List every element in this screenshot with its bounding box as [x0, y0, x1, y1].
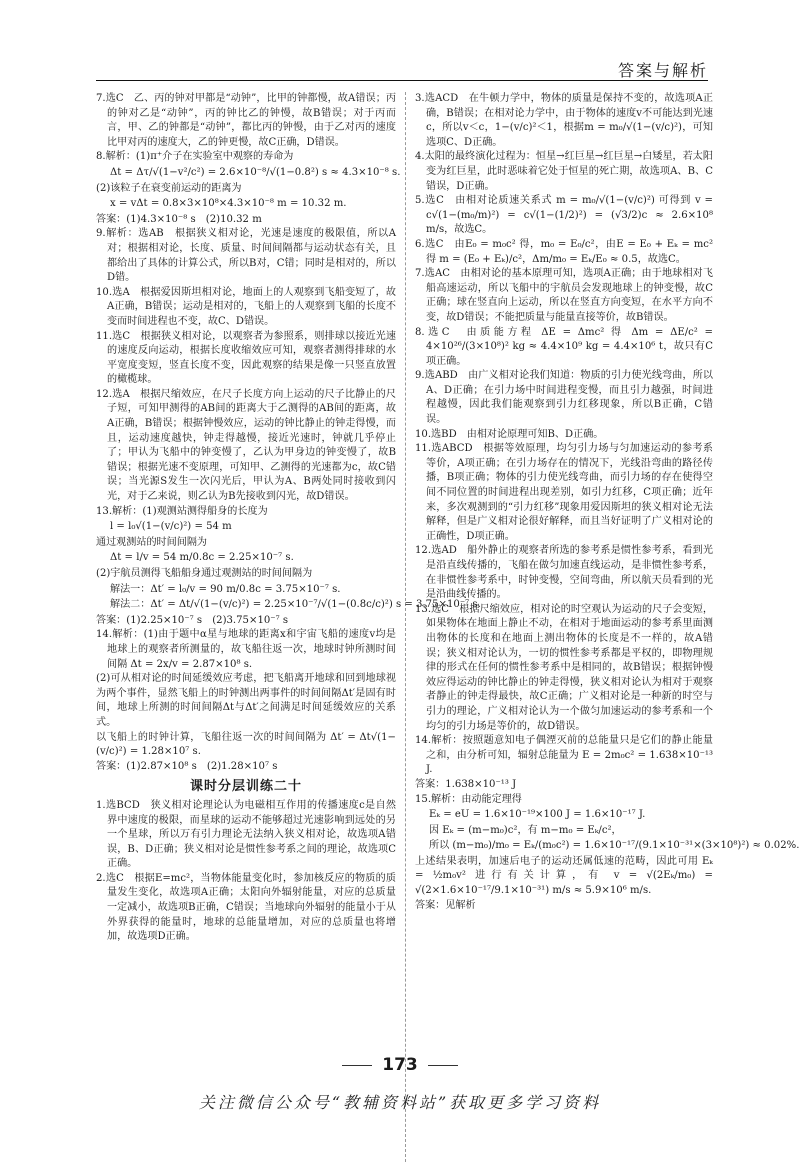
answer-11: 11.选C 根据狭义相对论，以观察者为参照系，则排球以接近光速的速度反向运动，根据长度收缩效应可知，观察者测得排球的水平宽度变短，竖直长度不变，因此观察的结果是像一只竖直放置的橄榄球。	[96, 330, 396, 386]
header-title: 答案与解析	[617, 61, 708, 80]
page-number-text: 173	[382, 1055, 418, 1075]
exercise-14: 14.解析：按照题意知电子偶湮灭前的总能量只是它们的静止能量之和，由分析可知，辐射总能量为 E = 2m₀c² = 1.638×10⁻¹³ J.	[415, 735, 713, 776]
formula: 所以 (m−m₀)/m₀ = Eₖ/(m₀c²) = 1.6×10⁻¹⁷/(9.1×10⁻³¹×(3×10⁸)²) ≈ 0.02%.	[429, 840, 800, 852]
exercise-13: 13.选C 根据尺缩效应，相对论的时空观认为运动的尺子会变短，如果物体在地面上静止不动，在相对于地面运动的参考系里面测出物体的长度和在地面上测出物体的长度是不一样的，故A错误；狭义相对论认为，一切的惯性参考系都是平权的，即物理规律的形式在任何的惯性参考系中是相同的，故B错误；根据钟慢效应得运动的钟比静止的钟走得慢，狭义相对论认为相对于观察者静止的钟走得最快，故C正确；广义相对论是一种新的时空与引力的理论，广义相对论认为一个做匀加速运动的参考系和一个均匀的引力场是等价的，故D错误。	[415, 603, 713, 732]
page-number-left-dash	[342, 1065, 372, 1066]
exercise-10: 10.选BD 由相对论原理可知B、D正确。	[415, 428, 604, 440]
answer-13-intro: 13.解析：(1)观测站测得船身的长度为	[96, 505, 268, 517]
answer-14: 14.解析：(1)由于题中α星与地球的距离x和宇宙飞船的速度v均是地球上的观察者所测量的，故飞船往返一次，地球时钟所测时间间隔 Δt = 2x/v = 2.87×10⁸ s.	[96, 629, 396, 670]
formula: 解法一：Δt′ = l₀/v = 90 m/0.8c = 3.75×10⁻⁷ s.	[110, 583, 341, 595]
answer-text: (2)可从相对论的时间延缓效应考虑，把飞船离开地球和回到地球视为两个事件，显然飞船上的时钟测出两事件的时间间隔Δt′是固有时间，地球上所测的时间间隔Δt与Δt′之间满足时间延缓效应的关系式。	[96, 673, 396, 728]
exercise-12: 12.选AD 船外静止的观察者所选的参考系是惯性参考系，看到光是沿直线传播的，飞船在做匀加速直线运动，是非惯性参考系，在非惯性参考系中，时钟变慢，空间弯曲，所以航天员看到的光是沿曲线传播的。	[415, 545, 713, 601]
answer-8-intro: 8.解析：(1)π⁺介子在实验室中观察的寿命为	[96, 151, 294, 163]
page-number-right-dash	[428, 1065, 458, 1066]
formula: Δt = l/v = 54 m/0.8c = 2.25×10⁻⁷ s.	[110, 552, 294, 564]
exercise-15: 15.解析：由动能定理得	[415, 793, 522, 805]
formula: l = l₀√(1−(v/c)²) = 54 m	[110, 521, 232, 533]
answer-text: (2)该粒子在衰变前运动的距离为	[96, 182, 242, 194]
page-header	[96, 50, 708, 80]
answer-summary: 答案：1.638×10⁻¹³ J	[415, 778, 517, 790]
formula: Δt = Δτ/√(1−v²/c²) = 2.6×10⁻⁸/√(1−0.8²) s ≈ 4.3×10⁻⁸ s.	[110, 166, 401, 178]
exercise-5: 5.选C 由相对论质速关系式 m = m₀/√(1−(v/c)²) 可得到 v = c√(1−(m₀/m)²) = c√(1−(1/2)²) = (√3/2)c ≈ 2.6×10⁸ m/s，故选C。	[415, 195, 713, 236]
answer-7: 7.选C 乙、丙的钟对甲都是“动钟”，比甲的钟都慢，故A错误；丙的钟对乙是“动钟”，丙的钟比乙的钟慢，故B错误；对于丙而言，甲、乙的钟都是“动钟”，都比丙的钟慢，由于乙对丙的速度比甲对丙的速度大，乙的钟更慢，故C正确，D错误。	[96, 93, 396, 148]
formula: 因 Eₖ = (m−m₀)c²，有 m−m₀ = Eₖ/c²，	[429, 824, 622, 836]
section-title: 课时分层训练二十	[189, 779, 302, 795]
exercise-8: 8.选C 由质能方程 ΔE = Δmc² 得 Δm = ΔE/c² = 4×10²⁶/(3×10⁸)² kg ≈ 4.4×10⁹ kg = 4.4×10⁶ t，故只有C项正确。	[415, 326, 713, 367]
exercise-3: 3.选ACD 在牛顿力学中，物体的质量是保持不变的，故选项A正确，B错误；在相对论力学中，由于物体的速度v不可能达到光速c，所以v＜c，1−(v/c)²＜1，根据m = m₀/√(1−(v/c)²)，可知选项C、D正确。	[415, 93, 713, 148]
exercise-6: 6.选C 由E₀ = m₀c² 得，m₀ = E₀/c²，由E = E₀ + Eₖ = mc² 得 m = (E₀ + Eₖ)/c²，Δm/m₀ = Eₖ/E₀ ≈ 0.5，故选C。	[415, 238, 713, 265]
column-divider	[405, 92, 406, 1162]
header-rule	[96, 80, 708, 81]
exercise-11: 11.选ABCD 根据等效原理，均匀引力场与匀加速运动的参考系等价，A项正确；在引力场存在的情况下，光线沿弯曲的路径传播，B项正确；物体的引力使光线弯曲，而引力场的存在使得空间不同位置的时间进程出现差别，如引力红移，C项正确；近年来，多次观测到的“引力红移”现象用爱因斯坦的狭义相对论无法解释，但是广义相对论很好解释，而且当好证明了广义相对论的正确性，D项正确。	[415, 443, 713, 542]
formula: 解法二：Δt′ = Δt/√(1−(v/c)²) = 2.25×10⁻⁷/√(1−(0.8c/c)²) s = 3.75×10⁻⁷ s.	[110, 599, 481, 611]
answer-text: 上述结果表明，加速后电子的运动还属低速的范畴，因此可用 Eₖ = ½m₀v² 进行有关计算，有 v = √(2Eₖ/m₀) = √(2×1.6×10⁻¹⁷/9.1×10⁻³¹) m/s ≈ 5.9×10⁶ m/s.	[415, 855, 713, 897]
formula: Eₖ = eU = 1.6×10⁻¹⁹×100 J = 1.6×10⁻¹⁷ J.	[429, 809, 646, 821]
answer-text: 以飞船上的时钟计算，飞船往返一次的时间间隔为 Δt′ = Δt√(1−(v/c)²) = 1.28×10⁷ s.	[96, 731, 396, 758]
footer-note: 关注微信公众号“教辅资料站”获取更多学习资料	[198, 1093, 602, 1112]
exercise-1: 1.选BCD 狭义相对论理论认为电磁相互作用的传播速度c是自然界中速度的极限，而星球的运动不能够超过光速影响到远处的另一个星球，所以万有引力理论无法纳入狭义相对论，故选项A错误，B、D正确；狭义相对论是惯性参考系之间的理论，故选项C正确。	[96, 799, 396, 870]
answer-9: 9.解析：选AB 根据狭义相对论，光速是速度的极限值，所以A对；根据相对论，长度、质量、时间间隔都与运动状态有关，且都给出了具体的计算公式，所以B对，C错；同时是相对的，所以D错。	[96, 228, 396, 284]
answer-summary: 答案：(1)2.87×10⁸ s (2)1.28×10⁷ s	[96, 760, 278, 772]
answer-summary: 答案：(1)2.25×10⁻⁷ s (2)3.75×10⁻⁷ s	[96, 614, 289, 626]
right-column	[415, 92, 800, 913]
page-number	[0, 1055, 800, 1075]
answer-summary: 答案：(1)4.3×10⁻⁸ s (2)10.32 m	[96, 213, 262, 225]
answer-12: 12.选A 根据尺缩效应，在尺子长度方向上运动的尺子比静止的尺子短，可知甲测得的AB间的距离大于乙测得的AB间的距离，故A正确，B错误；根据钟慢效应，运动的钟比静止的钟走得慢，而且，运动速度越快，钟走得越慢，接近光速时，钟就几乎停止了；甲认为飞船中的钟变慢了，乙认为甲身边的钟变慢了，故B错误；根据光速不变原理，可知甲、乙测得的光速都为c，故C错误；当光源S发生一次闪光后，甲认为A、B两处同时接收到闪光，对于乙来说，则乙认为B先接收到闪光，故D错误。	[96, 388, 396, 503]
exercise-2: 2.选C 根据E=mc²，当物体能量变化时，参加核反应的物质的质量发生变化，故选项A正确；太阳向外辐射能量，对应的总质量一定减小，故选项B正确，C错误；当地球向外辐射的能量小于从外界获得的能量时，地球的总能量增加，对应的总质量也将增加，故选项D正确。	[96, 872, 396, 943]
answer-10: 10.选A 根据爱因斯坦相对论，地面上的人观察到飞船变短了，故A正确，B错误；运动是相对的，飞船上的人观察到飞船的长度不变而时间进程也不变，故C、D错误。	[96, 286, 396, 327]
answer-summary: 答案：见解析	[415, 899, 476, 911]
answer-text: 通过观测站的时间间隔为	[96, 536, 208, 548]
exercise-9: 9.选ABD 由广义相对论我们知道：物质的引力使光线弯曲，所以A、D正确；在引力场中时间进程变慢，而且引力越强，时间进程越慢，因此我们能观察到引力红移现象，所以B正确，C错误。	[415, 370, 713, 426]
answer-text: (2)宇航员测得飞船船身通过观测站的时间间隔为	[96, 568, 313, 579]
exercise-4: 4.太阳的最终演化过程为：恒星→红巨星→红巨星→白矮星，若太阳变为红巨星，此时恶味着它处于恒星的死亡期，故选项A、B、C错误，D正确。	[415, 151, 713, 192]
formula: x = vΔt = 0.8×3×10⁸×4.3×10⁻⁸ m = 10.32 m.	[110, 198, 347, 210]
exercise-7: 7.选AC 由相对论的基本原理可知，选项A正确；由于地球相对飞船高速运动，所以飞船中的宇航员会发现地球上的钟变慢，故C正确；球在竖直向上运动，所以在竖直方向变短，在水平方向不变，故D错误；不能把质量与能量直接等价，故B错误。	[415, 268, 713, 323]
